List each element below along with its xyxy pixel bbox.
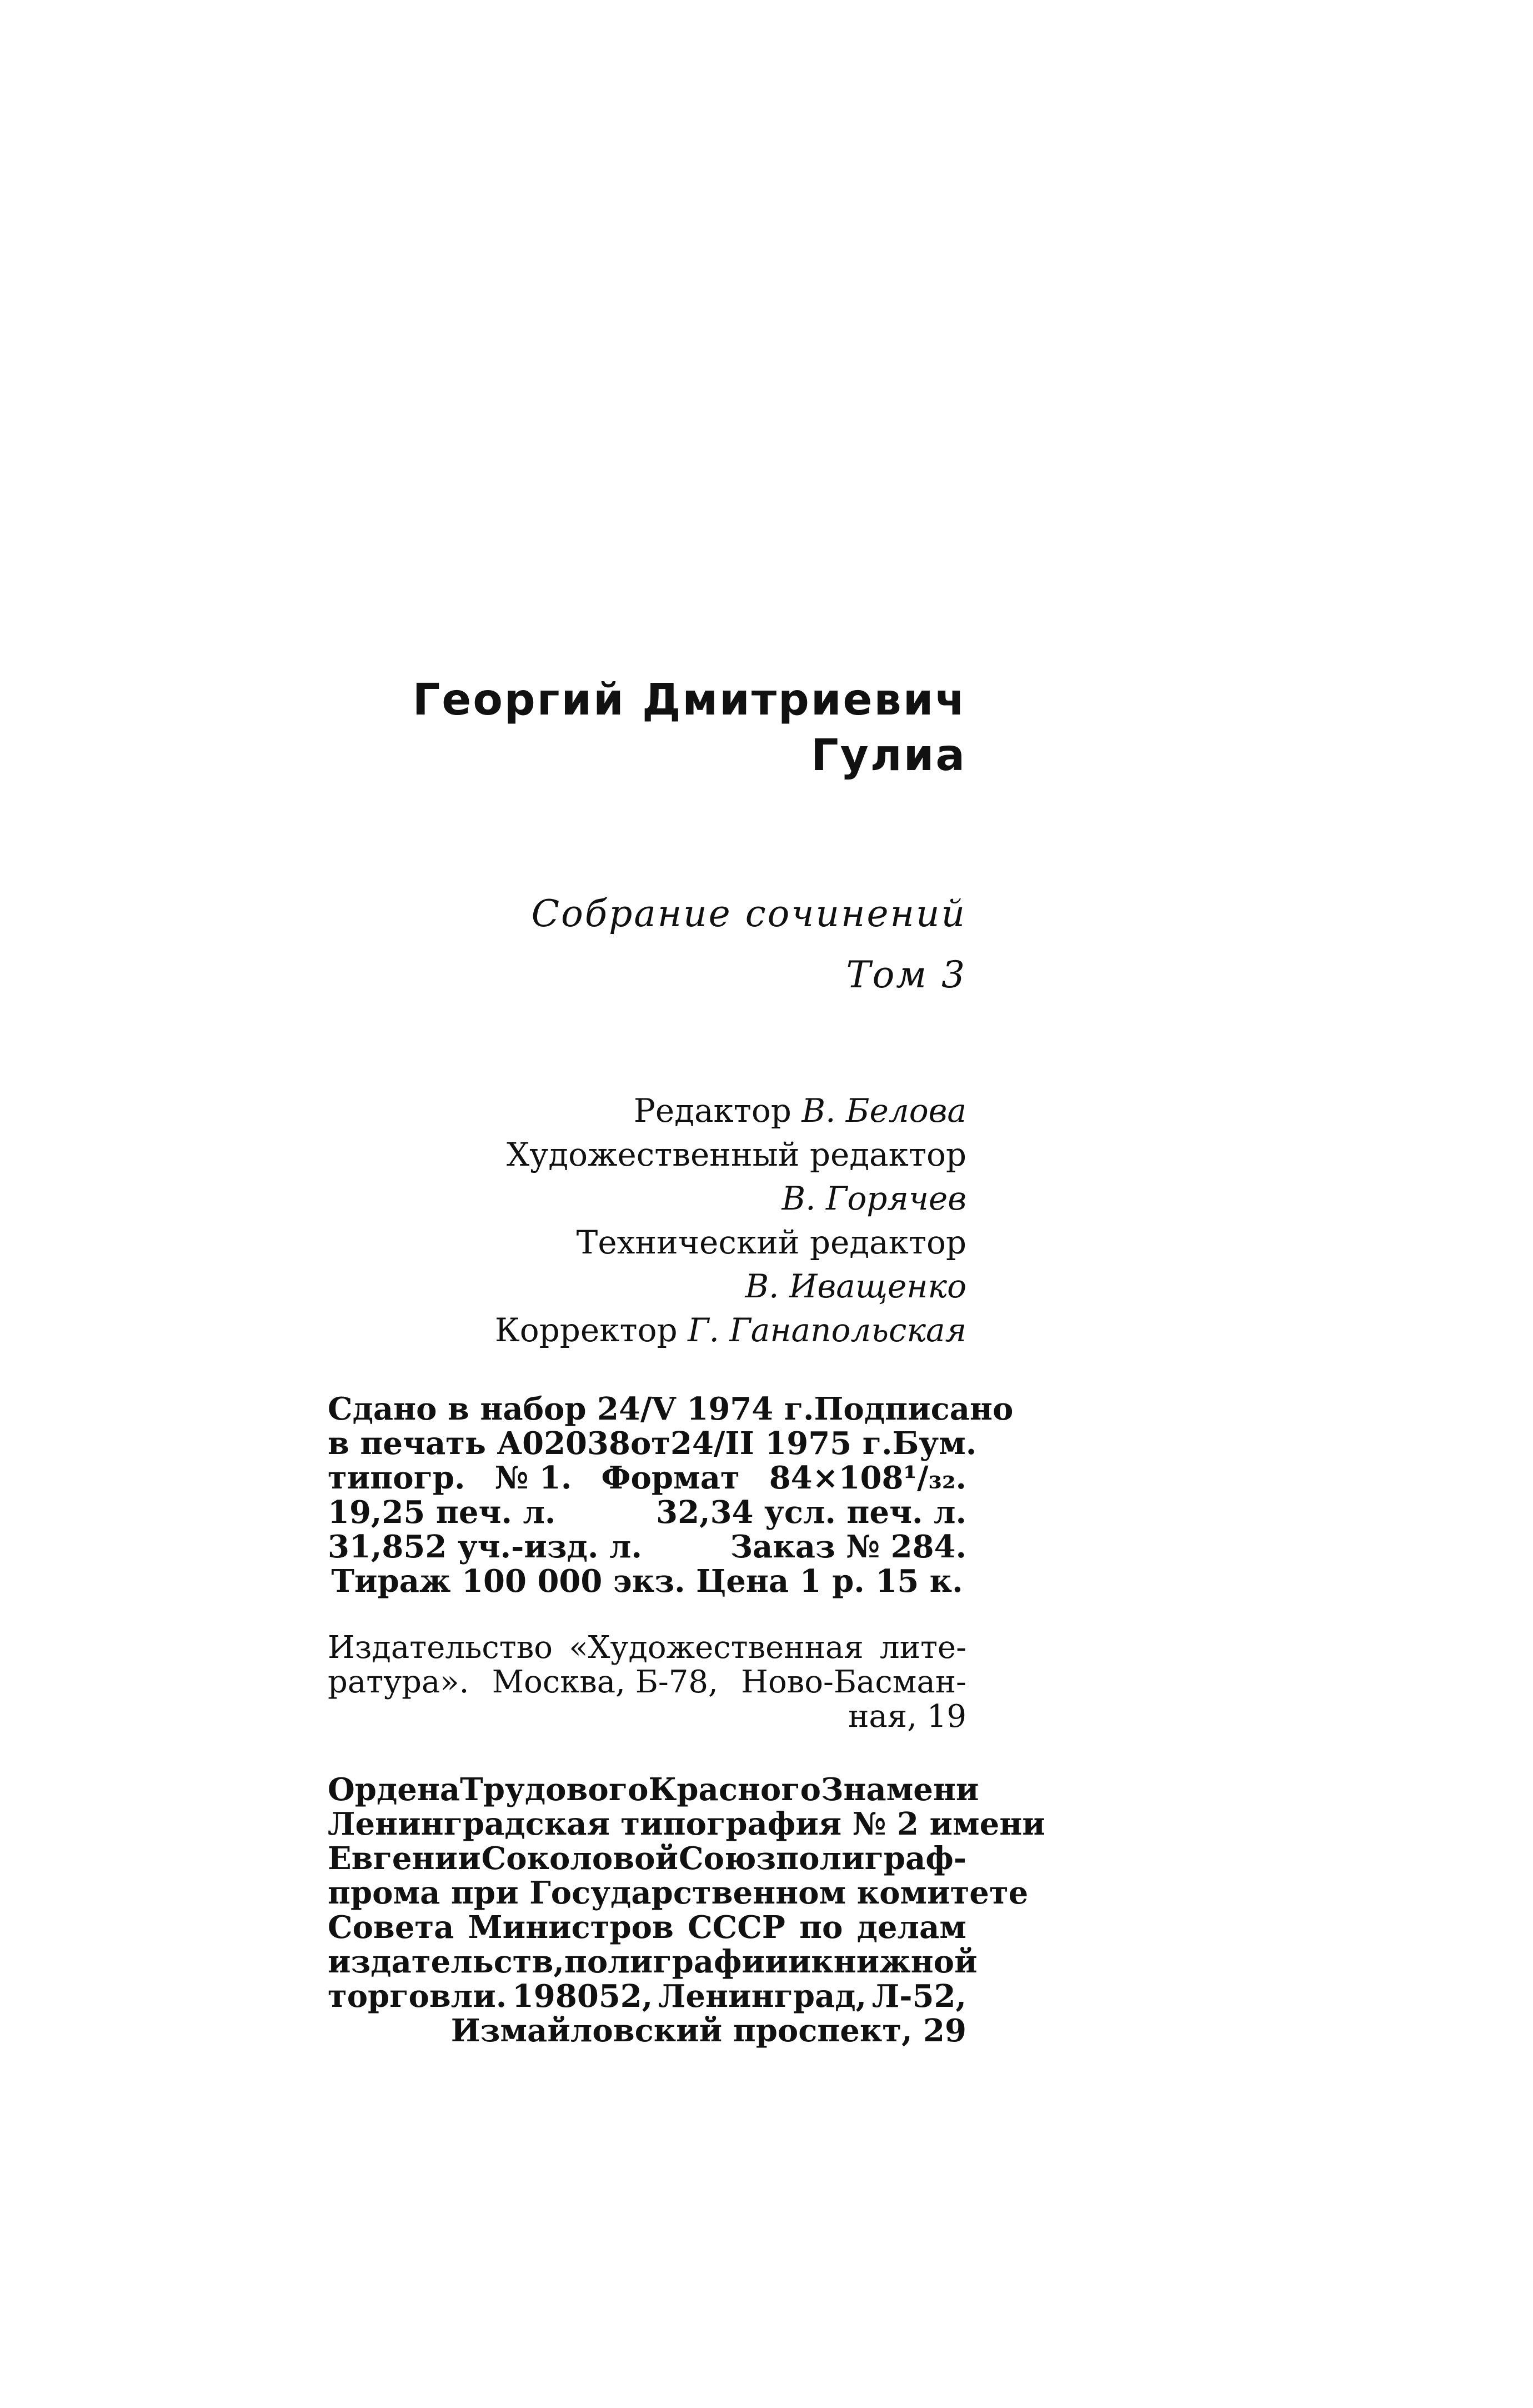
publisher-line: [328, 1631, 966, 1665]
printer-line: [328, 1875, 1029, 1911]
printer-text: торговли.: [328, 1978, 507, 2015]
volume-number: Том 3: [846, 953, 966, 996]
printer-text: 198052,: [512, 1978, 653, 2015]
print-info-text: Бум.: [892, 1425, 977, 1462]
print-info-text: типогр.: [328, 1460, 465, 1496]
publisher-line: [328, 1665, 966, 1700]
tech-editor-role: Технический редактор: [576, 1223, 966, 1261]
printer-text: и: [788, 1944, 811, 1980]
publisher-line: ная, 19: [848, 1698, 966, 1735]
print-info-line: [328, 1425, 977, 1462]
print-info-text: Заказ № 284.: [730, 1528, 966, 1565]
printer-text: СССР: [688, 1909, 785, 1946]
printer-text: Знамени: [820, 1771, 979, 1808]
author-name-line2: Гулиа: [811, 731, 966, 781]
editor-name: В. Белова: [801, 1092, 966, 1130]
publisher-info: [328, 1631, 966, 1734]
tech-editor-name: В. Иващенко: [745, 1267, 966, 1305]
printer-text: полиграфии: [564, 1944, 788, 1980]
printer-line: [328, 1910, 966, 1945]
printer-text: Совета: [328, 1909, 454, 1946]
art-editor-role: Художественный редактор: [507, 1136, 966, 1173]
print-info: [328, 1391, 1014, 1600]
printer-line: [328, 1806, 1045, 1842]
print-info-line: [328, 1461, 966, 1495]
printer-text: Ордена: [328, 1771, 460, 1808]
printer-text: Л-52,: [871, 1978, 966, 2015]
printer-text: прома при Государственном комитете: [328, 1875, 1029, 1911]
printer-text: Евгении: [328, 1840, 481, 1877]
printer-text: Ленинград,: [658, 1978, 867, 2015]
print-info-text: 24/II 1975 г.: [670, 1425, 893, 1462]
print-info-line: [328, 1530, 966, 1564]
printer-address-line: Измайловский проспект, 29: [450, 2012, 966, 2049]
publisher-text: лите-: [880, 1630, 966, 1666]
proofreader-role: Корректор: [494, 1311, 678, 1349]
print-info-text: № 1.: [494, 1460, 572, 1496]
publisher-text: «Художественная: [569, 1630, 864, 1666]
print-info-text: 31,852 уч.-изд. л.: [328, 1528, 642, 1565]
print-info-text: 19,25 печ. л.: [328, 1494, 556, 1531]
printer-line: [328, 1771, 979, 1808]
printer-text: Министров: [468, 1909, 674, 1946]
printer-text: по: [799, 1909, 843, 1946]
author-name-line1: Георгий Дмитриевич: [412, 675, 966, 725]
author-name: [300, 672, 966, 783]
printer-text: Союзполиграф-: [679, 1840, 966, 1877]
print-info-text: Подписано: [814, 1391, 1014, 1427]
printer-text: Трудового: [460, 1771, 649, 1808]
print-info-text: 84×108¹/₃₂.: [769, 1460, 966, 1496]
printer-line: [328, 1841, 966, 1876]
proofreader-name: Г. Ганапольская: [688, 1311, 966, 1349]
publisher-text: ратура».: [328, 1664, 469, 1700]
printer-text: делам: [856, 1909, 966, 1946]
publisher-text: Москва, Б-78,: [492, 1664, 718, 1700]
publisher-text: Ново-Басман-: [741, 1664, 966, 1700]
printer-text: издательств,: [328, 1944, 564, 1980]
proofreader-credit: [244, 1308, 966, 1352]
printer-line: [328, 1944, 978, 1980]
printer-text: Ленинградская типография № 2 имени: [328, 1806, 1045, 1842]
printer-info: [328, 1771, 1045, 2049]
editor-role: Редактор: [633, 1092, 791, 1130]
art-editor-name: В. Горячев: [781, 1180, 966, 1217]
editor-credit: [244, 1089, 966, 1133]
staff-credits: [244, 1089, 966, 1352]
print-run-line: Тираж 100 000 экз. Цена 1 р. 15 к.: [331, 1563, 963, 1600]
printer-line: [328, 1979, 966, 2014]
publisher-text: Издательство: [328, 1630, 553, 1666]
print-info-line: [328, 1495, 966, 1530]
print-info-text: от: [630, 1425, 670, 1462]
series-block: [355, 883, 966, 1006]
print-info-line: [328, 1391, 1014, 1427]
printer-text: Красного: [648, 1771, 821, 1808]
print-info-text: Сдано в набор 24/V 1974 г.: [328, 1391, 814, 1427]
print-info-text: 32,34 усл. печ. л.: [656, 1494, 966, 1531]
print-info-text: в печать А02038: [328, 1425, 630, 1462]
series-title: Собрание сочинений: [531, 892, 966, 935]
printer-text: Соколовой: [481, 1840, 678, 1877]
printer-text: книжной: [811, 1944, 978, 1980]
print-info-text: Формат: [601, 1460, 740, 1496]
